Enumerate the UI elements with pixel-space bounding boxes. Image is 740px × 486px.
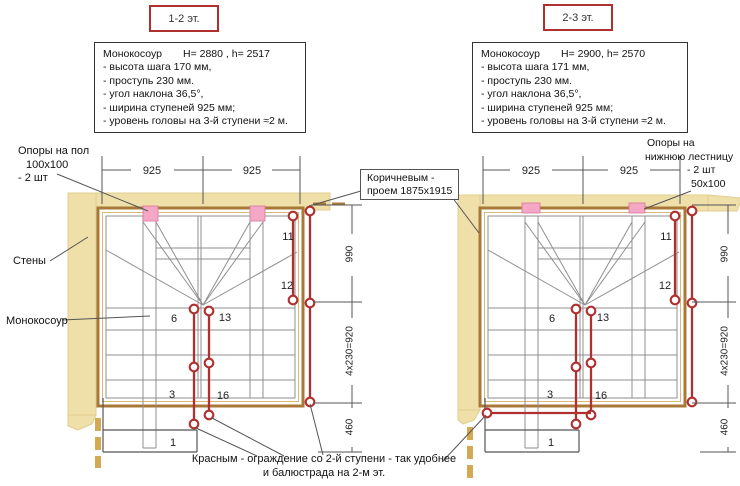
left-dim-990: 990 — [344, 245, 356, 263]
info-right-title — [481, 48, 681, 61]
right-dim-990: 990 — [719, 245, 731, 263]
info-left-item: - уровень головы на 3-й ступени ≈2 м. — [103, 115, 288, 128]
left-dim-460: 460 — [344, 418, 356, 436]
walls-label: Стены — [13, 255, 46, 267]
floor-supports-note — [16, 145, 106, 186]
left-step-3: 3 — [168, 389, 176, 401]
lower-supports-line3: - 2 шт — [687, 164, 716, 176]
right-dim-925-a: 925 — [521, 165, 541, 177]
right-step-3: 3 — [546, 389, 554, 401]
info-right-dims: H= 2900, h= 2570 — [561, 48, 646, 60]
left-step-13: 13 — [218, 312, 232, 324]
info-left-name: Монокосоур — [103, 48, 162, 60]
info-box-right — [472, 42, 688, 133]
opening-note-line1: Коричневым - — [367, 172, 435, 184]
red-railing-note-line2: и балюстрада на 2-м эт. — [262, 466, 386, 479]
info-left-dims: H= 2880 , h= 2517 — [183, 48, 270, 60]
floor-tab-2-3-label: 2-3 эт. — [562, 11, 594, 24]
right-step-13: 13 — [596, 312, 610, 324]
info-right-name: Монокосоур — [481, 48, 540, 60]
lower-supports-line4: 50x100 — [691, 177, 726, 190]
lower-supports-line2: нижнюю лестницу — [645, 150, 734, 163]
stringer-label: Монокосоур — [6, 315, 68, 327]
red-railing-note — [176, 453, 472, 480]
floor-supports-line2: 100х100 — [26, 158, 69, 171]
left-step-12: 12 — [280, 280, 294, 292]
floor-tab-1-2-label: 1-2 эт. — [168, 12, 200, 25]
floor-tab-2-3 — [543, 4, 613, 31]
info-right-item: - высота шага 171 мм, — [481, 61, 590, 74]
left-plan — [68, 156, 362, 468]
info-left-item: - ширина ступеней 925 мм; — [103, 101, 236, 114]
info-right-item: - уровень головы на 3-й ступени ≈2 м. — [481, 115, 666, 128]
right-step-1: 1 — [547, 437, 555, 449]
opening-note-box — [360, 169, 459, 200]
info-right-item: - проступь 230 мм. — [481, 74, 573, 87]
info-left-item: - проступь 230 мм. — [103, 74, 195, 87]
info-right-item: - ширина ступеней 925 мм; — [481, 101, 614, 114]
right-dim-460: 460 — [719, 418, 731, 436]
red-railing-note-line1: Красным - ограждение со 2-й ступени - так удобнее — [191, 453, 457, 465]
info-left-item: - угол наклона 36,5°, — [103, 88, 204, 101]
floor-supports-line3: - 2 шт — [18, 172, 48, 184]
right-step-16: 16 — [594, 390, 608, 402]
right-step-6: 6 — [548, 313, 556, 325]
lower-stair-supports-note — [645, 137, 740, 191]
info-left-title — [103, 48, 299, 61]
left-dim-925-b: 925 — [242, 165, 262, 177]
right-dim-925-b: 925 — [619, 165, 639, 177]
left-step-16: 16 — [216, 390, 230, 402]
right-red-balustrade — [483, 409, 591, 418]
opening-note-line2: проем 1875х1915 — [367, 184, 453, 197]
right-step-12: 12 — [658, 280, 672, 292]
right-dim-920: 4x230=920 — [719, 326, 731, 376]
floor-tab-1-2 — [149, 5, 219, 32]
left-step-11: 11 — [282, 231, 294, 243]
right-step-11: 11 — [660, 231, 672, 243]
right-plan — [458, 156, 740, 478]
left-step-1: 1 — [169, 437, 177, 449]
floor-supports-line1: Опоры на пол — [18, 145, 90, 157]
info-right-item: - угол наклона 36,5°, — [481, 88, 582, 101]
info-left-item: - высота шага 170 мм, — [103, 61, 212, 74]
info-box-left — [94, 42, 306, 133]
left-dim-925-a: 925 — [142, 165, 162, 177]
left-step-6: 6 — [170, 313, 178, 325]
left-dim-920: 4x230=920 — [344, 326, 356, 376]
lower-supports-line1: Опоры на — [647, 137, 695, 149]
